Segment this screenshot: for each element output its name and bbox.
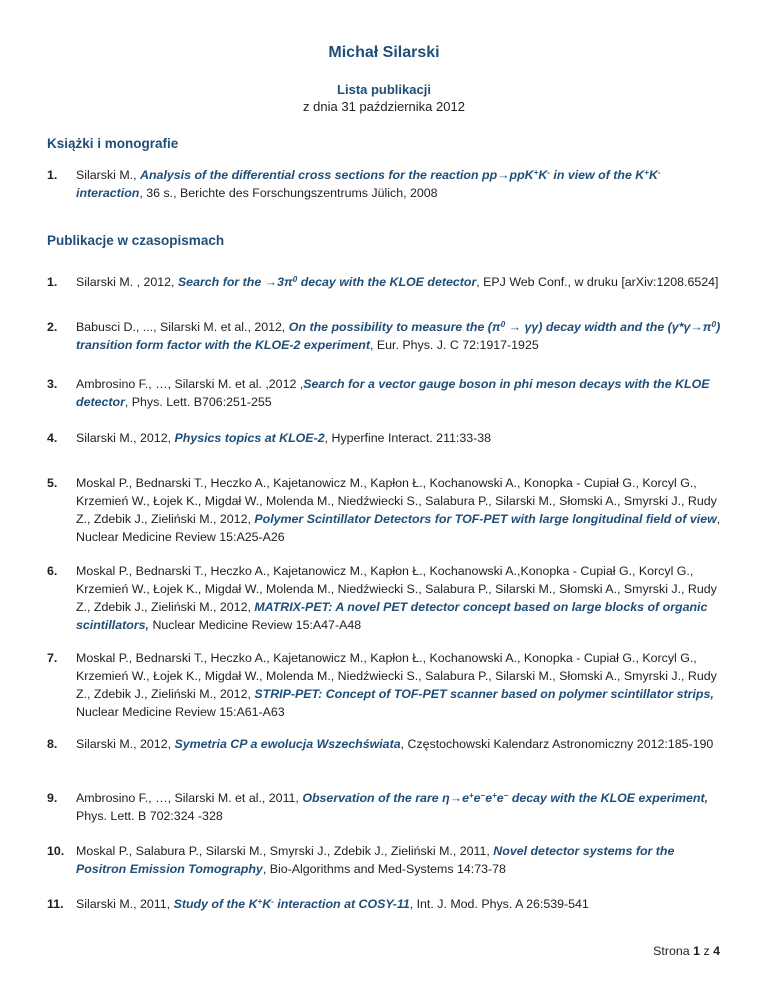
item-title: Analysis of the differential cross sections for the reaction pp→ppK+K- in view of the K+K- interaction bbox=[76, 168, 661, 200]
item-title: Observation of the rare η→e+e−e+e− decay with the KLOE experiment, bbox=[302, 791, 709, 805]
list-item bbox=[47, 166, 727, 202]
item-authors: Silarski M., 2012, bbox=[76, 737, 175, 751]
list-item bbox=[47, 895, 727, 913]
item-number: 1. bbox=[47, 275, 58, 289]
item-source: , Bio-Algorithms and Med-Systems 14:73-78 bbox=[262, 862, 506, 876]
item-source: , EPJ Web Conf., w druku [arXiv:1208.6524] bbox=[476, 275, 719, 289]
list-item bbox=[47, 562, 727, 634]
item-number: 6. bbox=[47, 564, 58, 578]
item-authors: Silarski M., bbox=[76, 168, 141, 182]
list-item bbox=[47, 474, 727, 546]
item-source: , Częstochowski Kalendarz Astronomiczny 2012:185-190 bbox=[400, 737, 714, 751]
item-number: 8. bbox=[47, 737, 58, 751]
item-authors: Silarski M., 2012, bbox=[76, 431, 175, 445]
item-number: 11. bbox=[47, 897, 64, 911]
item-authors: Moskal P., Bednarski T., Heczko A., Kajetanowicz M., Kapłon Ł., Kochanowski A., Konopka - Cupiał G., Korcyl G., Krzemień W., Łojek K., Migdał W., Molenda M., Niedźwiecki S., Salabura P., Silarski M., Słomski A., Smyrski J., Rudy Z., Zdebik J., Zieliński M., 2012, bbox=[76, 651, 717, 701]
author-name: Michał Silarski bbox=[328, 44, 440, 61]
list-item bbox=[47, 429, 727, 447]
item-number: 9. bbox=[47, 791, 58, 805]
item-title: Symetria CP a ewolucja Wszechświata bbox=[174, 737, 401, 751]
item-number: 10. bbox=[47, 844, 65, 858]
item-authors: Moskal P., Bednarski T., Heczko A., Kajetanowicz M., Kapłon Ł., Kochanowski A., Konopka - Cupiał G., Korcyl G., Krzemień W., Łojek K., Migdał W., Molenda M., Niedźwiecki S., Salabura P., Silarski M., Słomski A., Smyrski J., Rudy Z., Zdebik J., Zieliński M., 2012, bbox=[76, 476, 717, 526]
page-number: 1 bbox=[693, 944, 700, 958]
item-source: , Phys. Lett. B706:251-255 bbox=[124, 395, 272, 409]
list-item bbox=[47, 842, 727, 878]
list-item bbox=[47, 375, 727, 411]
item-title: STRIP-PET: Concept of TOF-PET scanner based on polymer scintillator strips, bbox=[254, 687, 714, 701]
item-source: Phys. Lett. B 702:324 -328 bbox=[76, 809, 223, 823]
list-item bbox=[47, 735, 727, 753]
item-title: MATRIX-PET: A novel PET detector concept based on large blocks of organic scintillators, bbox=[76, 600, 708, 632]
item-title: Novel detector systems for the Positron Emission Tomography bbox=[76, 844, 675, 876]
item-source: Nuclear Medicine Review 15:A61-A63 bbox=[76, 705, 285, 719]
list-item bbox=[47, 789, 727, 825]
item-authors: Silarski M. , 2012, bbox=[76, 275, 178, 289]
page-separator: z bbox=[700, 944, 714, 958]
section-heading-books: Książki i monografie bbox=[47, 136, 179, 151]
item-number: 2. bbox=[47, 320, 58, 334]
item-source: , Int. J. Mod. Phys. A 26:539-541 bbox=[409, 897, 589, 911]
item-number: 1. bbox=[47, 168, 58, 182]
item-source: Nuclear Medicine Review 15:A47-A48 bbox=[149, 618, 362, 632]
item-title: Search for the $\to 3\pi^0$ decay with the KLOE detector bbox=[177, 275, 477, 289]
item-authors: Silarski M., 2011, bbox=[76, 897, 174, 911]
item-source: , Nuclear Medicine Review 15:A25-A26 bbox=[76, 512, 721, 544]
item-authors: Moskal P., Bednarski T., Heczko A., Kajetanowicz M., Kapłon Ł., Kochanowski A.,Konopka - Cupiał G., Korcyl G., Krzemień W., Łojek K., Migdał W., Molenda M., Niedźwiecki S., Salabura P., Silarski M., Słomski A., Smyrski J., Rudy Z., Zdebik J., Zieliński M., 2012, bbox=[76, 564, 717, 614]
item-number: 3. bbox=[47, 377, 58, 391]
page-footer bbox=[653, 944, 720, 958]
page-total: 4 bbox=[713, 944, 720, 958]
list-item bbox=[47, 318, 727, 354]
item-number: 7. bbox=[47, 651, 58, 665]
section-heading-journals: Publikacje w czasopismach bbox=[47, 233, 225, 248]
list-title: Lista publikacji bbox=[337, 82, 431, 97]
list-item bbox=[47, 273, 727, 291]
item-number: 4. bbox=[47, 431, 58, 445]
list-item bbox=[47, 649, 727, 721]
item-source: , Hyperfine Interact. 211:33-38 bbox=[324, 431, 492, 445]
item-title: Search for a vector gauge boson in phi meson decays with the KLOE detector bbox=[76, 377, 710, 409]
item-title: Study of the K+K- interaction at COSY-11 bbox=[173, 897, 410, 911]
list-date: z dnia 31 października 2012 bbox=[303, 99, 465, 114]
item-authors: Ambrosino F., …, Silarski M. et al., 2011, bbox=[76, 791, 303, 805]
item-title: Polymer Scintillator Detectors for TOF-PET with large longitudinal field of view bbox=[254, 512, 717, 526]
item-authors: Babusci D., ..., Silarski M. et al., 2012, bbox=[76, 320, 289, 334]
item-source: , 36 s., Berichte des Forschungszentrums Jülich, 2008 bbox=[139, 186, 438, 200]
item-authors: Moskal P., Salabura P., Silarski M., Smyrski J., Zdebik J., Zieliński M., 2011, bbox=[76, 844, 494, 858]
item-authors: Ambrosino F., …, Silarski M. et al. ,2012 , bbox=[76, 377, 304, 391]
item-title: Physics topics at KLOE-2 bbox=[174, 431, 325, 445]
page-label: Strona bbox=[653, 944, 694, 958]
item-number: 5. bbox=[47, 476, 58, 490]
item-source: , Eur. Phys. J. C 72:1917-1925 bbox=[369, 338, 539, 352]
item-title: On the possibility to measure the $(\pi^0 \to \gamma\gamma)$ decay width and the $(\gamma*\gamma\to\pi^0)$ transition form factor with the KLOE-2 experiment bbox=[76, 320, 721, 352]
